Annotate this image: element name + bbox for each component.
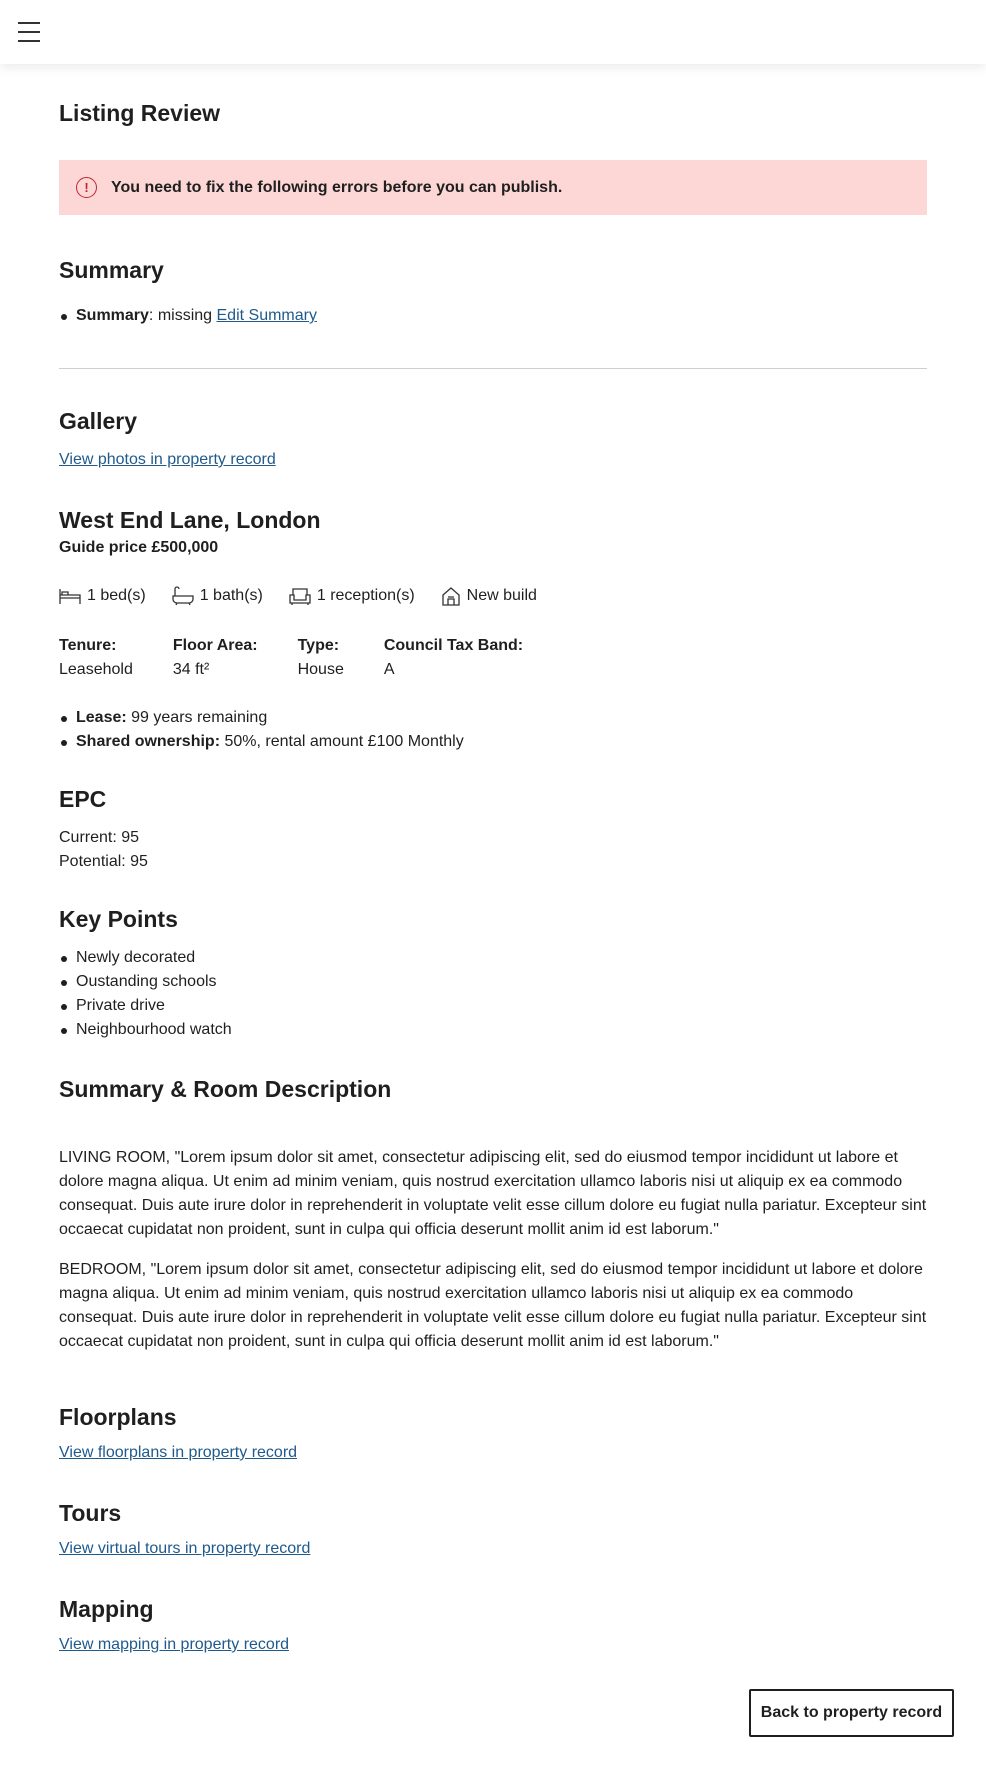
list-item: Private drive	[59, 994, 232, 1018]
fact-label: Floor Area:	[172, 637, 258, 654]
feature-bedrooms	[59, 587, 146, 605]
room-description-heading: Summary & Room Description	[59, 1076, 392, 1102]
error-banner	[59, 160, 927, 215]
view-photos-link[interactable]: View photos in property record	[59, 451, 276, 468]
epc-potential: Potential: 95	[59, 853, 148, 870]
fact-label: Tenure:	[59, 637, 117, 654]
list-item	[59, 706, 464, 730]
feature-label: 1 reception(s)	[316, 587, 415, 604]
extra-label: Shared ownership:	[76, 733, 221, 750]
summary-error-list	[59, 304, 317, 328]
fact-value: Leasehold	[59, 661, 133, 678]
fact-label: Type:	[297, 637, 340, 654]
epc-values	[59, 826, 148, 874]
fact-value: 34 ft²	[172, 661, 210, 678]
room-description-paragraph: BEDROOM, "Lorem ipsum dolor sit amet, consectetur adipiscing elit, sed do eiusmod tempor incididunt ut labore et dolore magna aliqua. Ut enim ad minim veniam, quis nostrud exercitation ullamco laboris nisi ut aliquip ex ea commodo consequat. Duis aute irure dolor in reprehenderit in voluptate velit esse cillum dolore eu fugiat nulla pariatur. Excepteur sint occaecat cupidatat non proident, sunt in culpa qui officia deserunt mollit anim id est laborum."	[59, 1261, 927, 1350]
fact-value: House	[297, 661, 344, 678]
guide-price: Guide price £500,000	[59, 539, 219, 556]
feature-bathrooms	[172, 586, 263, 606]
view-tours-link[interactable]: View virtual tours in property record	[59, 1540, 311, 1557]
list-item: Oustanding schools	[59, 970, 232, 994]
floorplans-heading: Floorplans	[59, 1404, 177, 1430]
hamburger-menu-icon[interactable]	[18, 22, 40, 42]
epc-heading: EPC	[59, 786, 107, 812]
mapping-heading: Mapping	[59, 1596, 154, 1622]
summary-error-label: Summary	[76, 307, 149, 324]
fact-label: Council Tax Band:	[383, 637, 524, 654]
bed-icon	[59, 587, 81, 605]
fact-value: A	[383, 661, 395, 678]
error-icon: !	[76, 177, 97, 198]
fact-council-tax	[384, 634, 523, 682]
key-points-list	[59, 946, 232, 1042]
list-item: Neighbourhood watch	[59, 1018, 232, 1042]
feature-build-type	[441, 586, 537, 606]
epc-current: Current: 95	[59, 829, 140, 846]
property-facts	[59, 634, 563, 682]
feature-label: 1 bath(s)	[199, 587, 263, 604]
sofa-icon	[289, 586, 311, 606]
view-floorplans-link[interactable]: View floorplans in property record	[59, 1444, 298, 1461]
room-description-paragraph: LIVING ROOM, "Lorem ipsum dolor sit amet, consectetur adipiscing elit, sed do eiusmod tempor incididunt ut labore et dolore magna aliqua. Ut enim ad minim veniam, quis nostrud exercitation ullamco laboris nisi ut aliquip ex ea commodo consequat. Duis aute irure dolor in reprehenderit in voluptate velit esse cillum dolore eu fugiat nulla pariatur. Excepteur sint occaecat cupidatat non proident, sunt in culpa qui officia deserunt mollit anim id est laborum."	[59, 1149, 927, 1238]
property-features	[59, 586, 563, 606]
divider	[59, 368, 927, 369]
feature-label: New build	[466, 587, 537, 604]
page-title: Listing Review	[59, 100, 221, 126]
edit-summary-link[interactable]: Edit Summary	[216, 307, 317, 324]
list-item	[59, 304, 317, 328]
top-bar	[0, 0, 986, 64]
summary-heading: Summary	[59, 257, 164, 283]
back-to-property-record-button[interactable]: Back to property record	[749, 1689, 954, 1737]
extra-value: 50%, rental amount £100 Monthly	[220, 733, 464, 750]
key-points-heading: Key Points	[59, 906, 178, 932]
tours-heading: Tours	[59, 1500, 122, 1526]
extra-value: 99 years remaining	[126, 709, 268, 726]
fact-type	[298, 634, 344, 682]
summary-error-status: : missing	[148, 307, 217, 324]
property-address: West End Lane, London	[59, 507, 321, 533]
extra-label: Lease:	[76, 709, 127, 726]
fact-floor-area	[173, 634, 258, 682]
feature-label: 1 bed(s)	[87, 587, 146, 604]
gallery-heading: Gallery	[59, 408, 137, 434]
fact-tenure	[59, 634, 133, 682]
view-mapping-link[interactable]: View mapping in property record	[59, 1636, 290, 1653]
house-icon	[441, 586, 461, 606]
property-extras	[59, 706, 464, 754]
error-message: You need to fix the following errors before you can publish.	[111, 178, 563, 196]
list-item	[59, 730, 464, 754]
bath-icon	[172, 586, 194, 606]
feature-receptions	[289, 586, 415, 606]
list-item: Newly decorated	[59, 946, 232, 970]
